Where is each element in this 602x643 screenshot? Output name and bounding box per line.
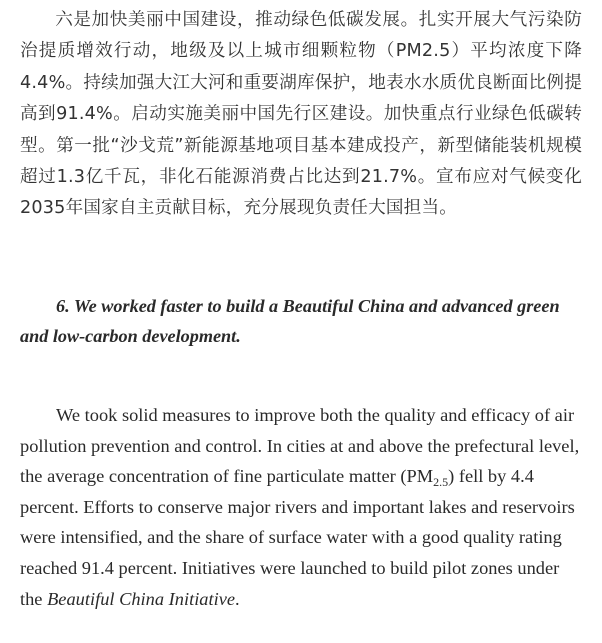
english-paragraph-part-3: . — [235, 588, 240, 609]
english-section-heading: 6. We worked faster to build a Beautiful China and advanced green and low-carbon development. — [20, 296, 560, 346]
english-paragraph-part-2: ) fell by 4.4 percent. Efforts to conserve major rivers and important lakes and reservoirs were intensified, and the share of surface water with a good quality rating reached 91.4 percent. Initiatives were launched to build pilot zones under the — [20, 466, 575, 609]
pm-subscript: 2.5 — [433, 475, 449, 490]
article-body — [20, 0, 582, 609]
initiative-name: Beautiful China Initiative — [47, 588, 236, 609]
english-paragraph-part-1: We took solid measures to improve both the quality and efficacy of air pollution prevention and control. In cities at and above the prefectural level, the average concentration of fine particulate matter (PM — [20, 405, 580, 487]
english-paragraph — [20, 400, 586, 614]
chinese-paragraph: 六是加快美丽中国建设，推动绿色低碳发展。扎实开展大气污染防治提质增效行动，地级及以上城市细颗粒物（PM2.5）平均浓度下降4.4%。持续加强大江大河和重要湖库保护，地表水水质优良断面比例提高到91.4%。启动实施美丽中国先行区建设。加快重点行业绿色低碳转型。第一批“沙戈荒”新能源基地项目基本建成投产，新型储能装机规模超过1.3亿千瓦，非化石能源消费占比达到21.7%。宣布应对气候变化2035年国家自主贡献目标，充分展现负责任大国担当。 — [20, 10, 582, 219]
